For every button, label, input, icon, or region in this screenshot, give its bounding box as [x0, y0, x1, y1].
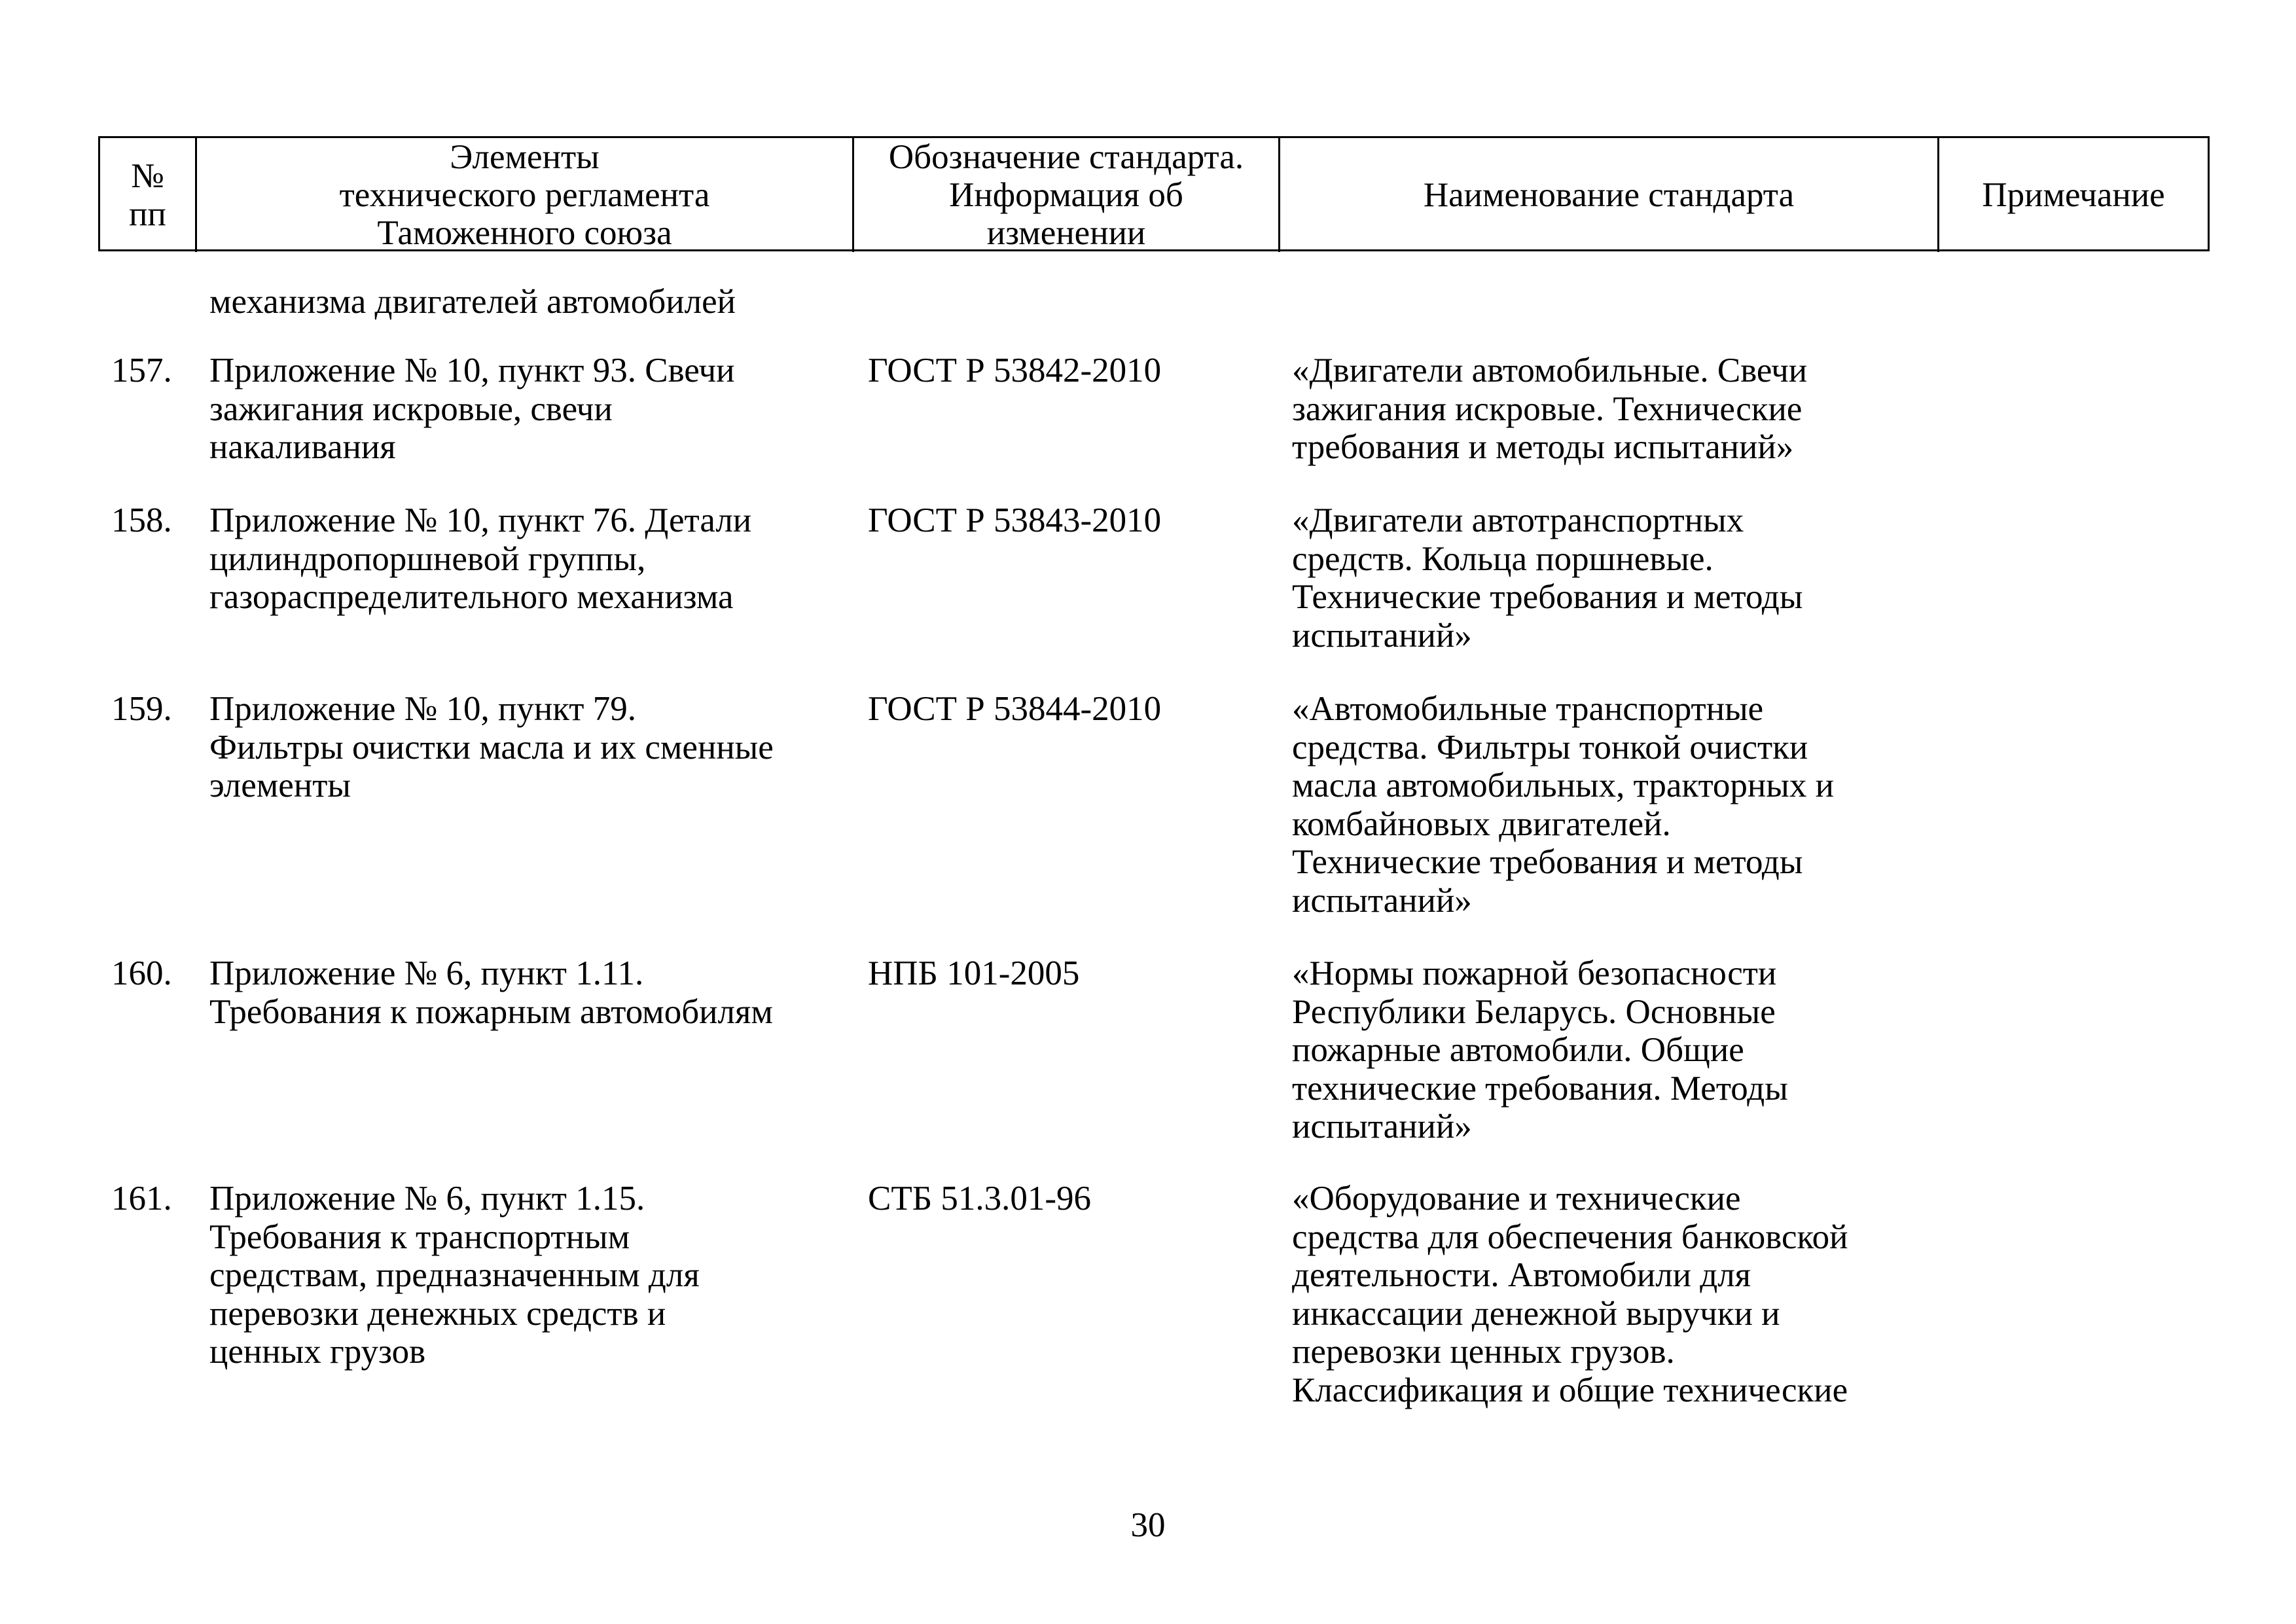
page-number: 30: [1130, 1506, 1166, 1544]
table-header: [98, 136, 2210, 251]
header-num: № пп: [100, 138, 197, 252]
row-elements: Приложение № 10, пункт 93. Свечи зажигания искровые, свечи накаливания: [209, 352, 735, 466]
row-designation: НПБ 101-2005: [868, 954, 1080, 992]
header-designation: Обозначение стандарта. Информация об изменении: [854, 138, 1280, 252]
row-num: 159.: [111, 690, 172, 728]
row-num: 160.: [111, 954, 172, 992]
row-designation: ГОСТ Р 53843-2010: [868, 501, 1162, 539]
row-elements: Приложение № 10, пункт 79. Фильтры очистки масла и их сменные элементы: [209, 690, 774, 804]
row-num: 158.: [111, 501, 172, 539]
row-num: 157.: [111, 352, 172, 389]
row-elements: Приложение № 6, пункт 1.11. Требования к пожарным автомобилям: [209, 954, 773, 1031]
header-note: Примечание: [1982, 176, 2165, 214]
header-elements: Элементы технического регламента Таможенного союза: [197, 138, 854, 252]
row-designation: ГОСТ Р 53844-2010: [868, 690, 1162, 728]
row-name: «Оборудование и технические средства для обеспечения банковской деятельности. Автомобили для инкассации денежной выручки и перевозки ценных грузов. Классификация и общие технические: [1292, 1180, 1848, 1409]
row-name: «Нормы пожарной безопасности Республики Беларусь. Основные пожарные автомобили. Общие технические требования. Методы испытаний»: [1292, 954, 1788, 1146]
row-elements: Приложение № 6, пункт 1.15. Требования к транспортным средствам, предназначенным для перевозки денежных средств и ценных грузов: [209, 1180, 700, 1371]
continuation-elements: механизма двигателей автомобилей: [209, 283, 736, 321]
row-name: «Двигатели автотранспортных средств. Кольца поршневые. Технические требования и методы испытаний»: [1292, 501, 1803, 655]
row-elements: Приложение № 10, пункт 76. Детали цилиндропоршневой группы, газораспределительного механизма: [209, 501, 752, 616]
header-name: Наименование стандарта: [1280, 138, 1939, 252]
row-designation: СТБ 51.3.01-96: [868, 1180, 1092, 1218]
row-name: «Двигатели автомобильные. Свечи зажигания искровые. Технические требования и методы испытаний»: [1292, 352, 1808, 466]
row-num: 161.: [111, 1180, 172, 1218]
row-name: «Автомобильные транспортные средства. Фильтры тонкой очистки масла автомобильных, тракторных и комбайновых двигателей. Технические требования и методы испытаний»: [1292, 690, 1835, 920]
row-designation: ГОСТ Р 53842-2010: [868, 352, 1162, 389]
